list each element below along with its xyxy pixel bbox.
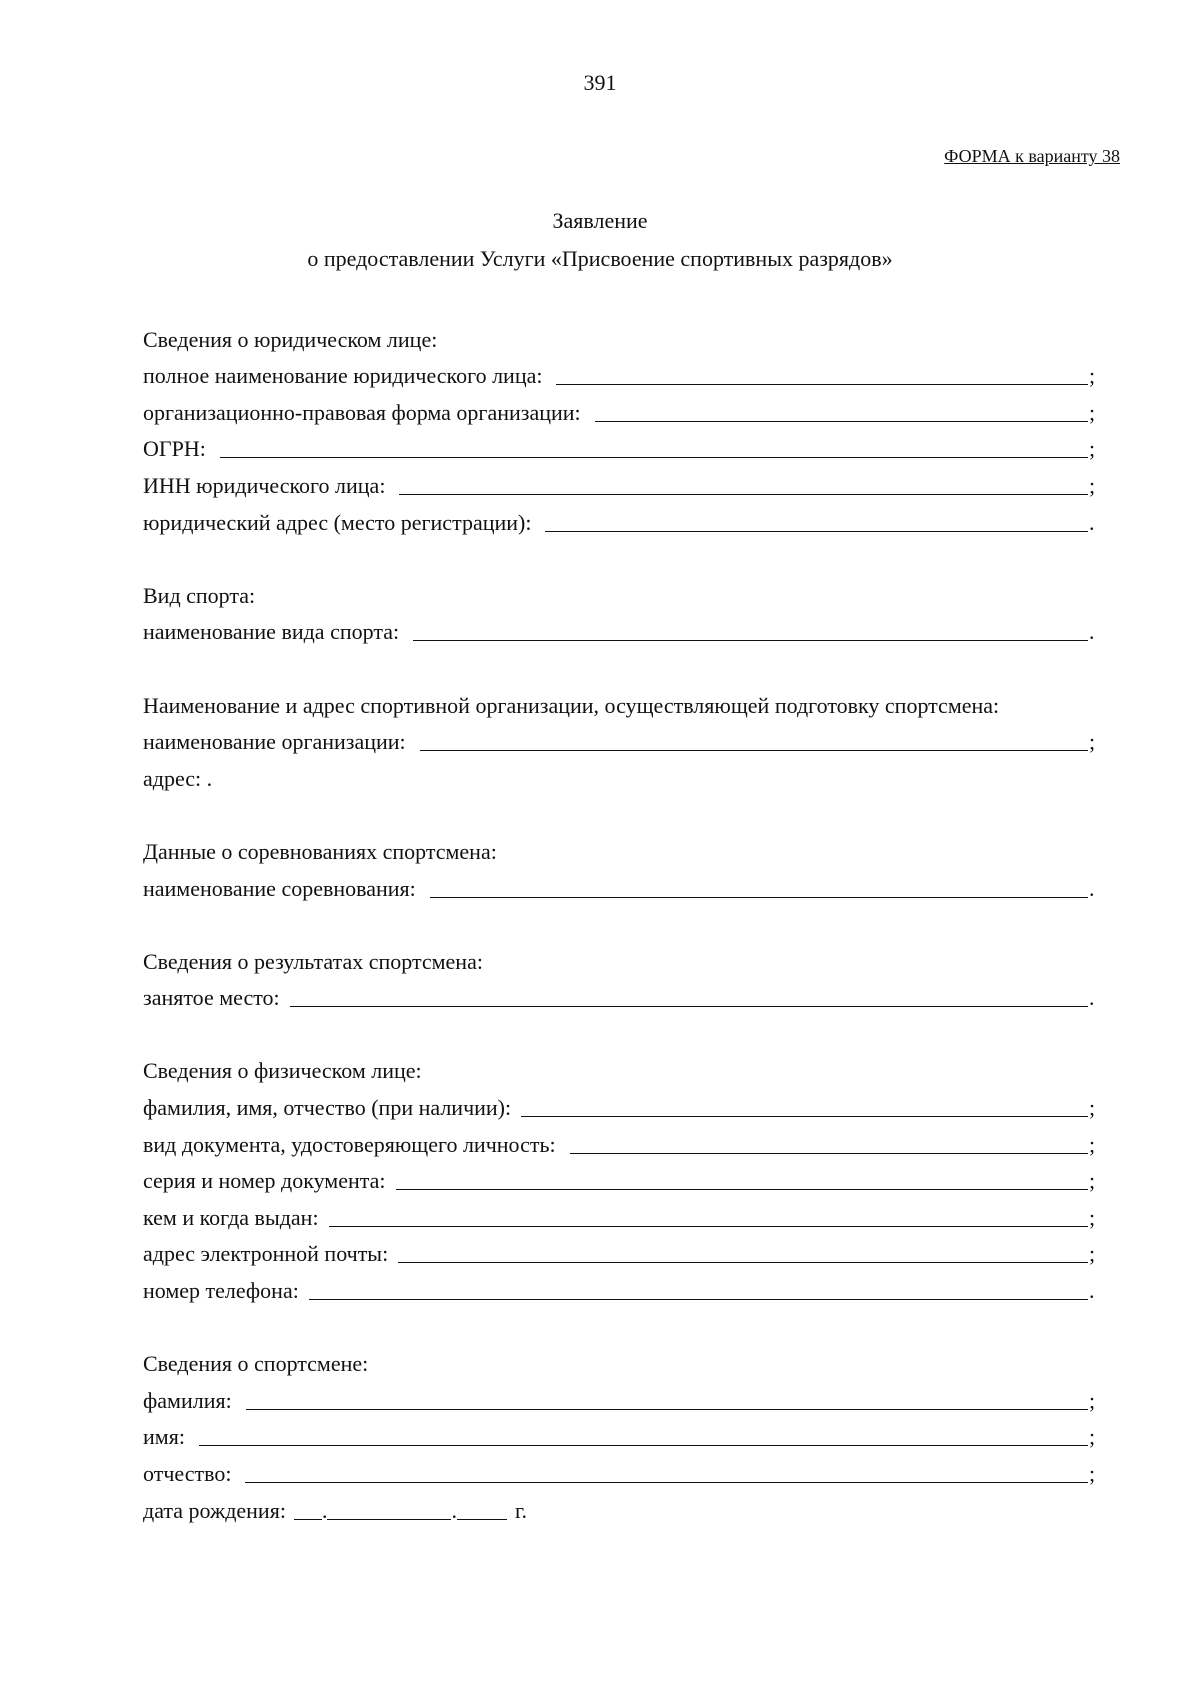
- ogrn-row: [143, 426, 1098, 463]
- competition-name-row: [143, 865, 1098, 902]
- date-separator: .: [451, 1497, 457, 1523]
- semicolon: ;: [1089, 399, 1096, 425]
- form-reference: ФОРМА к варианту 38: [944, 146, 1120, 166]
- place-field[interactable]: [290, 985, 1088, 1007]
- field-label: ОГРН:: [143, 436, 206, 462]
- field-label: фамилия:: [143, 1387, 232, 1413]
- legal-entity-full-name-field[interactable]: [556, 363, 1088, 385]
- field-label: серия и номер документа:: [143, 1168, 386, 1194]
- email-field[interactable]: [398, 1241, 1088, 1263]
- inn-row: [143, 462, 1098, 499]
- birth-day-field[interactable]: [294, 1498, 322, 1520]
- period: .: [1089, 1278, 1095, 1304]
- form-body: [143, 316, 1098, 1524]
- legal-form-row: [143, 389, 1098, 426]
- issued-by-field[interactable]: [329, 1205, 1088, 1227]
- field-label: адрес: .: [143, 765, 213, 791]
- organization-name-row: [143, 719, 1098, 756]
- individual-full-name-row: [143, 1084, 1098, 1121]
- phone-row: [143, 1267, 1098, 1304]
- date-separator: .: [321, 1497, 328, 1523]
- field-label: дата рождения:: [143, 1497, 286, 1523]
- section-heading: Данные о соревнованиях спортсмена:: [143, 838, 497, 864]
- semicolon: ;: [1089, 472, 1096, 498]
- sport-name-row: [143, 609, 1098, 646]
- field-label: юридический адрес (место регистрации):: [143, 509, 532, 535]
- id-type-row: [143, 1121, 1098, 1158]
- ogrn-field[interactable]: [220, 436, 1088, 458]
- legal-address-field[interactable]: [545, 510, 1088, 532]
- email-row: [143, 1231, 1098, 1268]
- results-heading: [143, 938, 1098, 975]
- individual-heading: [143, 1048, 1098, 1085]
- field-label: организационно-правовая форма организации:: [143, 399, 581, 425]
- first-name-row: [143, 1414, 1098, 1451]
- sport-heading: [143, 572, 1098, 609]
- athlete-heading: [143, 1341, 1098, 1378]
- page-number: 391: [583, 70, 617, 95]
- semicolon: ;: [1089, 436, 1096, 462]
- period: .: [1089, 509, 1095, 535]
- birth-year-field[interactable]: [457, 1498, 507, 1520]
- competitions-heading: [143, 828, 1098, 865]
- field-label: вид документа, удостоверяющего личность:: [143, 1131, 556, 1157]
- section-heading: Сведения о результатах спортсмена:: [143, 948, 483, 974]
- patronymic-field[interactable]: [245, 1461, 1088, 1483]
- first-name-field[interactable]: [199, 1424, 1088, 1446]
- surname-row: [143, 1377, 1098, 1414]
- section-heading: Сведения о спортсмене:: [143, 1351, 369, 1377]
- competition-name-field[interactable]: [430, 876, 1088, 898]
- document-subtitle: о предоставлении Услуги «Присвоение спортивных разрядов»: [307, 246, 893, 271]
- semicolon: ;: [1089, 1387, 1096, 1413]
- field-label: ИНН юридического лица:: [143, 472, 386, 498]
- field-label: адрес электронной почты:: [143, 1241, 389, 1267]
- id-number-field[interactable]: [396, 1168, 1088, 1190]
- field-label: номер телефона:: [143, 1278, 299, 1304]
- organization-address-row: [143, 755, 1098, 792]
- sport-name-field[interactable]: [413, 619, 1088, 641]
- legal-form-field[interactable]: [595, 400, 1088, 422]
- field-label: имя:: [143, 1424, 185, 1450]
- document-title: Заявление: [552, 208, 648, 233]
- semicolon: ;: [1089, 1424, 1096, 1450]
- id-type-field[interactable]: [570, 1132, 1088, 1154]
- semicolon: ;: [1089, 1204, 1096, 1230]
- field-label: наименование соревнования:: [143, 875, 416, 901]
- semicolon: ;: [1089, 363, 1096, 389]
- semicolon: ;: [1089, 1168, 1096, 1194]
- semicolon: ;: [1089, 1461, 1096, 1486]
- legal-entity-full-name-row: [143, 353, 1098, 390]
- section-heading: Сведения о физическом лице:: [143, 1058, 422, 1084]
- organization-name-field[interactable]: [420, 729, 1088, 751]
- field-label: отчество:: [143, 1461, 232, 1486]
- issued-by-row: [143, 1194, 1098, 1231]
- birth-date-row: [143, 1487, 1098, 1524]
- surname-field[interactable]: [246, 1388, 1088, 1410]
- birth-month-field[interactable]: [327, 1498, 451, 1520]
- year-suffix: г.: [514, 1497, 527, 1523]
- period: .: [1089, 985, 1095, 1011]
- section-heading: Сведения о юридическом лице:: [143, 326, 438, 352]
- phone-field[interactable]: [309, 1278, 1088, 1300]
- id-number-row: [143, 1158, 1098, 1195]
- section-heading: Наименование и адрес спортивной организации, осуществляющей подготовку спортсмена:: [143, 692, 1000, 718]
- patronymic-row: [143, 1450, 1098, 1487]
- field-label: полное наименование юридического лица:: [143, 363, 543, 389]
- organization-heading: [143, 682, 1098, 719]
- period: .: [1089, 619, 1095, 645]
- field-label: наименование вида спорта:: [143, 619, 400, 645]
- field-label: фамилия, имя, отчество (при наличии):: [143, 1095, 512, 1121]
- field-label: кем и когда выдан:: [143, 1204, 319, 1230]
- semicolon: ;: [1089, 729, 1096, 755]
- individual-full-name-field[interactable]: [521, 1095, 1088, 1117]
- semicolon: ;: [1089, 1241, 1096, 1267]
- section-heading: Вид спорта:: [143, 582, 256, 608]
- place-row: [143, 975, 1098, 1012]
- semicolon: ;: [1089, 1095, 1096, 1121]
- period: .: [1089, 875, 1095, 901]
- semicolon: ;: [1089, 1131, 1096, 1157]
- inn-field[interactable]: [399, 473, 1088, 495]
- field-label: наименование организации:: [143, 729, 406, 755]
- field-label: занятое место:: [143, 985, 280, 1011]
- legal-address-row: [143, 499, 1098, 536]
- legal-entity-heading: [143, 316, 1098, 353]
